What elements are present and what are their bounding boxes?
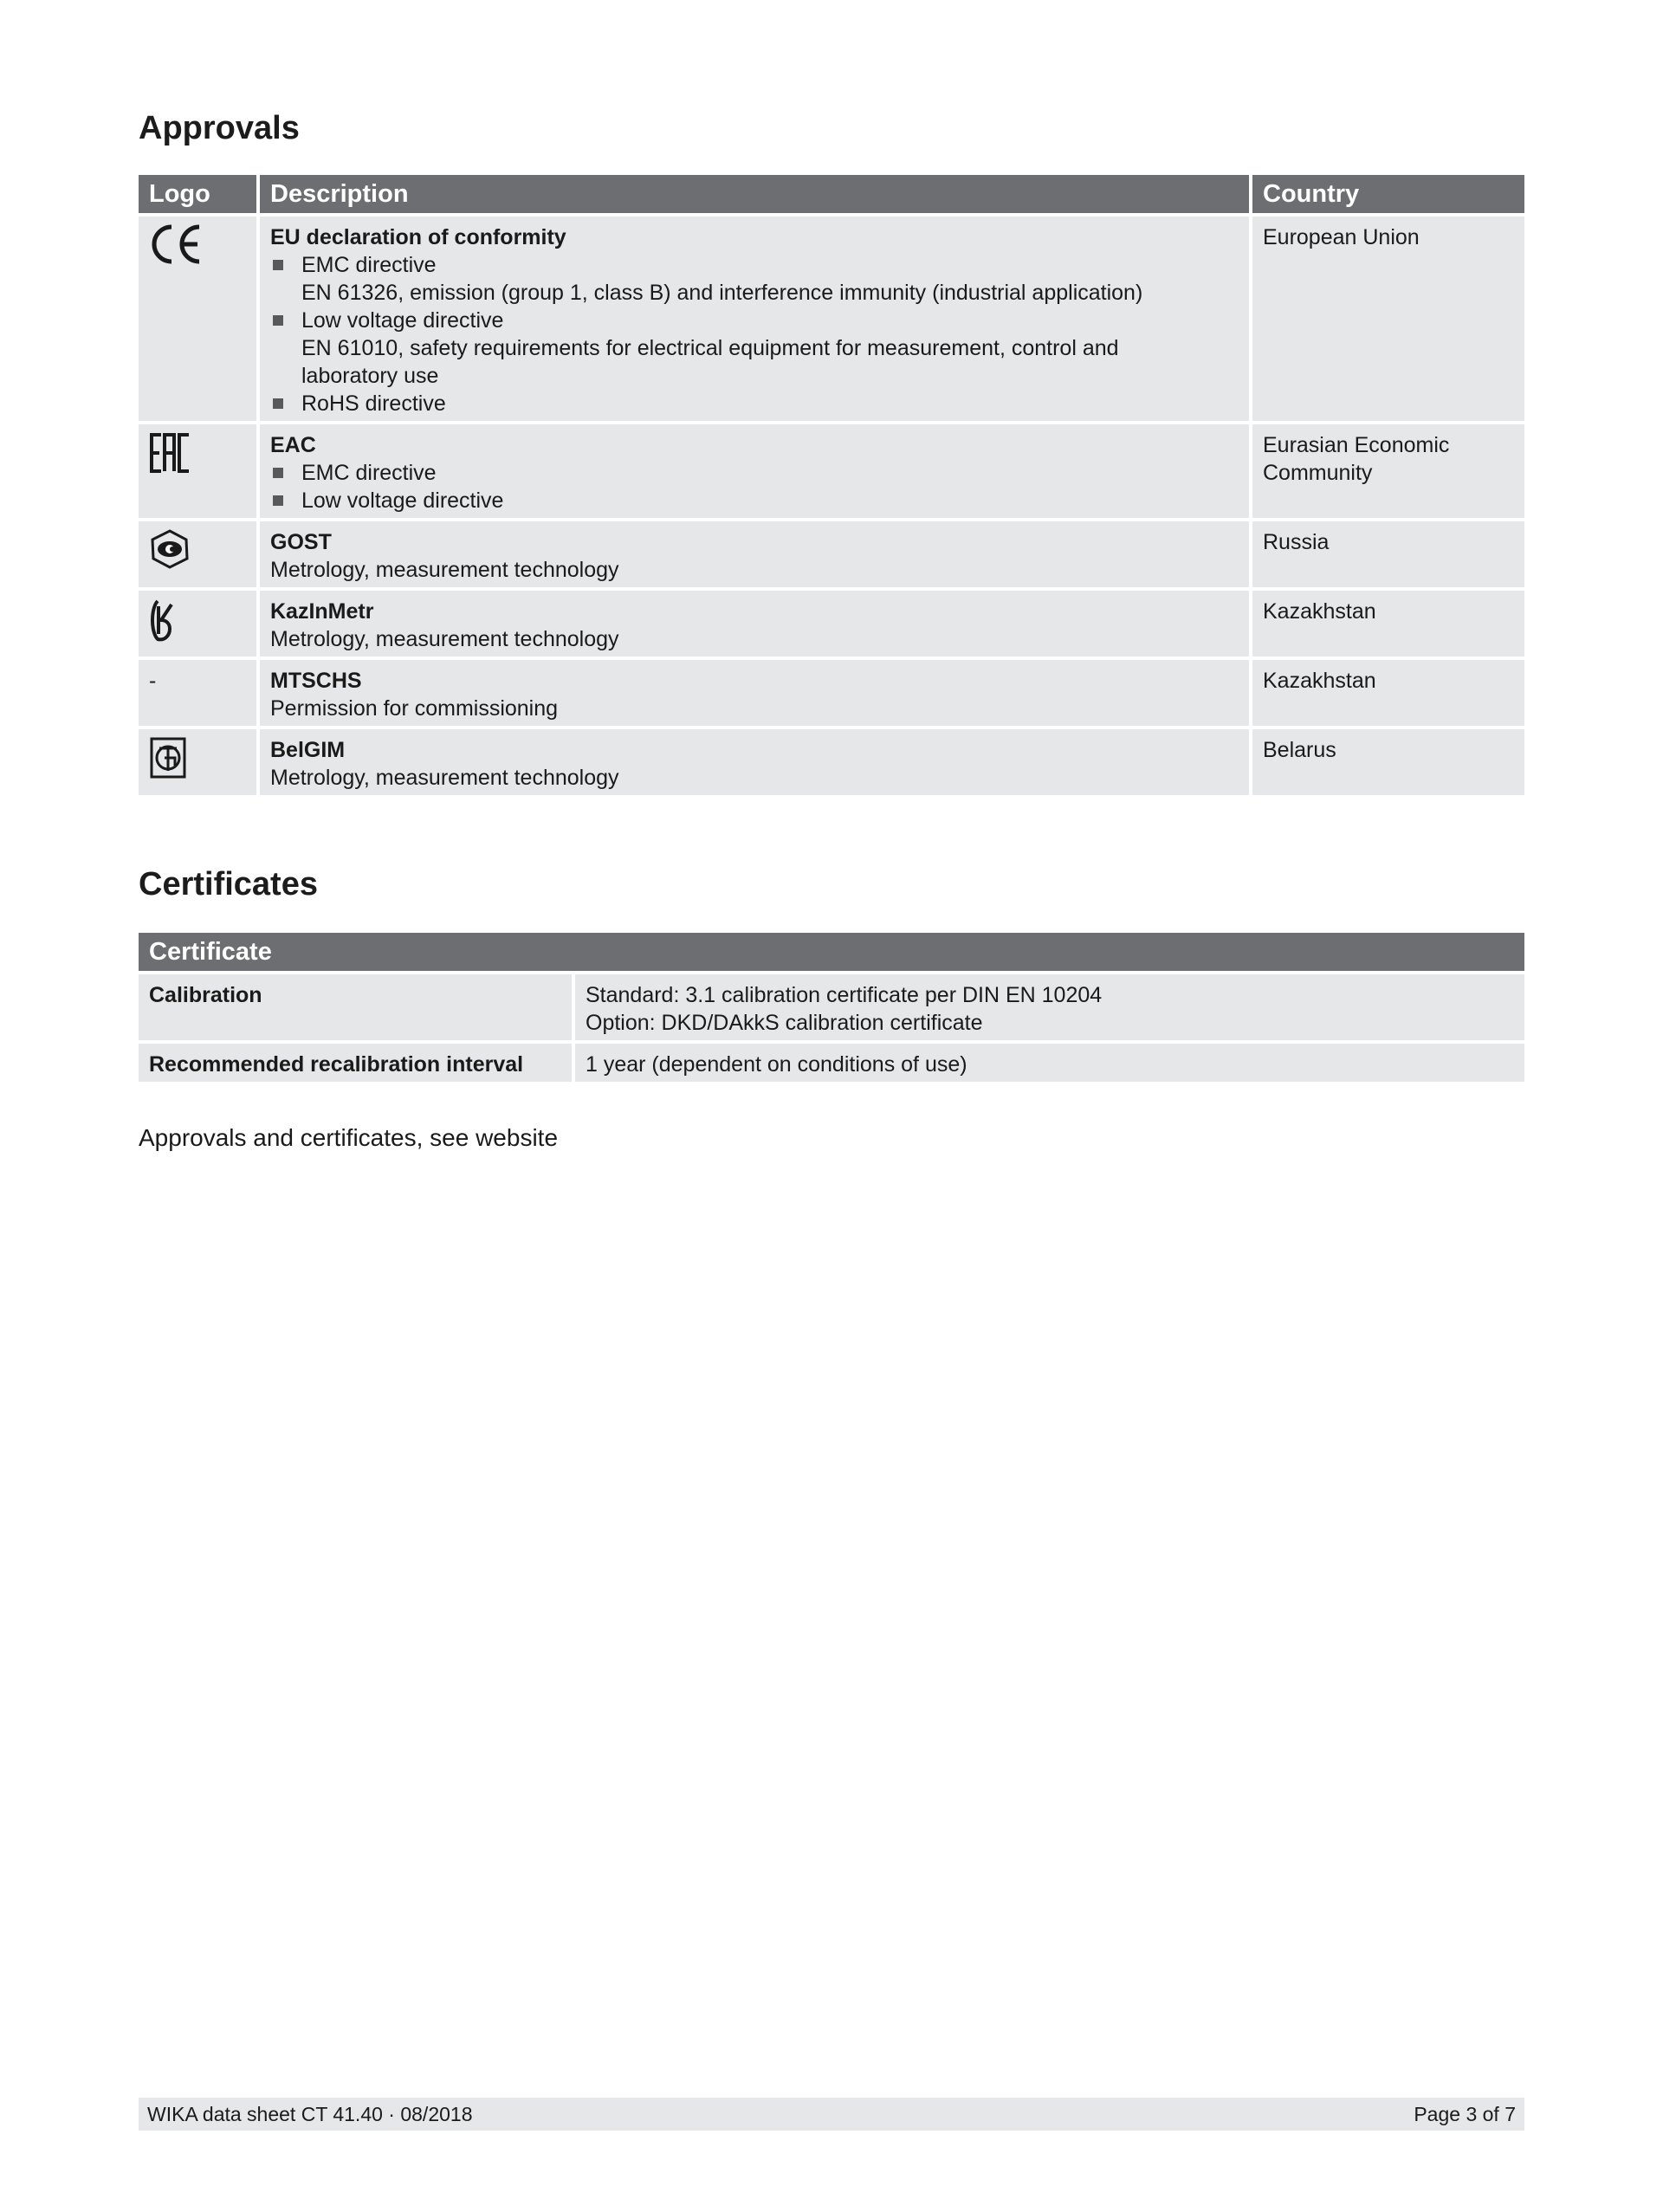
bullet-square-icon	[273, 468, 283, 478]
certificate-row	[139, 1044, 1524, 1082]
bullet-detail: EN 61010, safety requirements for electrical equipment for measurement, control and	[301, 336, 1119, 360]
certificate-value: 1 year (dependent on conditions of use)	[575, 1044, 1524, 1082]
bullet-item: Low voltage directive	[270, 307, 1239, 334]
bullet-square-icon	[273, 398, 283, 409]
approval-text: Metrology, measurement technology	[270, 766, 619, 790]
approval-row	[139, 217, 1524, 421]
approval-row	[139, 729, 1524, 795]
description-cell	[260, 521, 1249, 587]
certificates-table	[135, 929, 1528, 1085]
logo-cell	[139, 424, 256, 518]
country-cell: Kazakhstan	[1252, 591, 1524, 656]
certificates-header-row	[139, 933, 1524, 971]
approval-row	[139, 521, 1524, 587]
belgim-mark-icon	[149, 736, 187, 786]
certificates-heading: Certificates	[139, 866, 318, 902]
logo-cell: -	[139, 660, 256, 726]
header-certificate: Certificate	[139, 933, 1524, 971]
bullet-square-icon	[273, 315, 283, 326]
bullet-item: RoHS directive	[270, 390, 1239, 417]
eac-mark-icon	[149, 431, 194, 482]
approval-name: KazInMetr	[270, 599, 374, 624]
approval-row	[139, 424, 1524, 518]
bullet-detail: laboratory use	[301, 364, 439, 388]
logo-cell	[139, 217, 256, 421]
bullet-item: EMC directive	[270, 459, 1239, 487]
certificate-key: Recommended recalibration interval	[139, 1044, 572, 1082]
approval-text: Metrology, measurement technology	[270, 558, 619, 582]
country-cell: Russia	[1252, 521, 1524, 587]
approvals-heading: Approvals	[139, 110, 300, 146]
approval-name: GOST	[270, 530, 332, 554]
page-number: Page 3 of 7	[1414, 2103, 1516, 2125]
logo-cell	[139, 729, 256, 795]
approval-text: Permission for commissioning	[270, 696, 559, 721]
approval-text: Metrology, measurement technology	[270, 627, 619, 651]
approvals-table	[135, 171, 1528, 799]
description-cell	[260, 591, 1249, 656]
approval-name: BelGIM	[270, 738, 346, 762]
gost-mark-icon	[149, 528, 191, 577]
approval-row	[139, 591, 1524, 656]
description-cell	[260, 729, 1249, 795]
bullet-square-icon	[273, 260, 283, 270]
logo-cell	[139, 591, 256, 656]
bullet-detail: EN 61326, emission (group 1, class B) and interference immunity (industrial application)	[301, 281, 1143, 305]
approvals-header-row	[139, 175, 1524, 213]
description-cell	[260, 660, 1249, 726]
approval-name: EU declaration of conformity	[270, 225, 566, 249]
ce-mark-icon	[149, 223, 204, 272]
header-logo: Logo	[139, 175, 256, 213]
logo-cell	[139, 521, 256, 587]
page-footer	[139, 2098, 1524, 2131]
bullet-square-icon	[273, 495, 283, 506]
kazinmetr-mark-icon	[149, 598, 180, 650]
bullet-item: EMC directive	[270, 251, 1239, 279]
country-cell: Belarus	[1252, 729, 1524, 795]
description-cell	[260, 217, 1249, 421]
certificate-key: Calibration	[139, 974, 572, 1040]
bullet-item: Low voltage directive	[270, 487, 1239, 514]
certificate-row	[139, 974, 1524, 1040]
country-cell: Kazakhstan	[1252, 660, 1524, 726]
approval-name: EAC	[270, 433, 316, 457]
datasheet-reference: WIKA data sheet CT 41.40 · 08/2018	[147, 2103, 473, 2125]
header-country: Country	[1252, 175, 1524, 213]
website-note: Approvals and certificates, see website	[139, 1124, 559, 1151]
approval-name: MTSCHS	[270, 669, 362, 693]
header-description: Description	[260, 175, 1249, 213]
approval-row	[139, 660, 1524, 726]
country-cell: Eurasian Economic Community	[1252, 424, 1524, 518]
country-cell: European Union	[1252, 217, 1524, 421]
description-cell	[260, 424, 1249, 518]
certificate-value: Standard: 3.1 calibration certificate per DIN EN 10204 Option: DKD/DAkkS calibration certificate	[575, 974, 1524, 1040]
